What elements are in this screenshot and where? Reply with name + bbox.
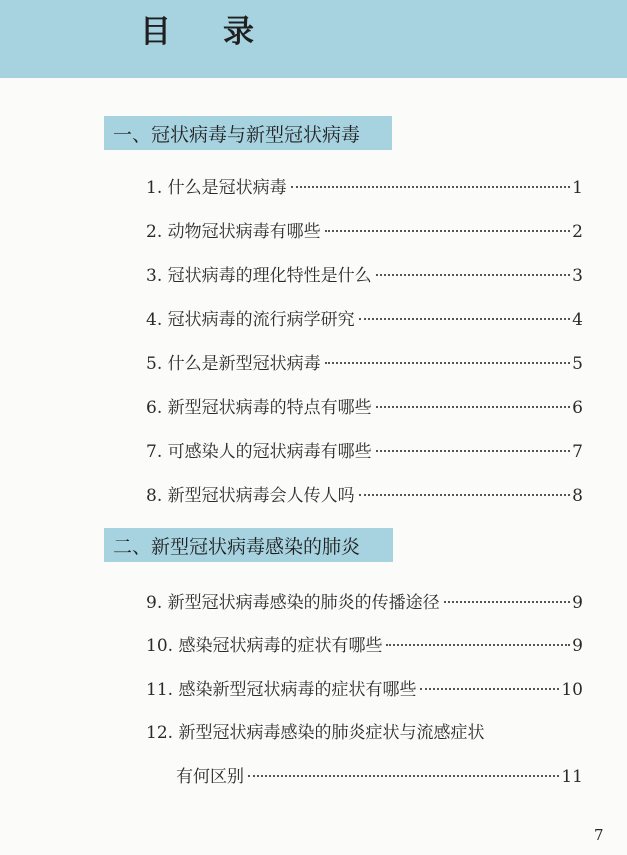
toc-entry-label: 11. 感染新型冠状病毒的症状有哪些	[146, 680, 417, 700]
toc-entry-page: 3	[572, 266, 583, 286]
toc-entry-label: 2. 动物冠状病毒有哪些	[146, 222, 321, 242]
header-band	[0, 0, 627, 78]
toc-entry-page: 9	[572, 636, 583, 656]
toc-entry-page: 2	[572, 222, 583, 242]
section-heading-1: 一、冠状病毒与新型冠状病毒	[104, 116, 392, 150]
toc-entry-label: 有何区别	[176, 767, 244, 787]
toc-entry-label: 4. 冠状病毒的流行病学研究	[146, 310, 355, 330]
toc-entry-page: 5	[572, 354, 583, 374]
toc-entry-1[interactable]	[146, 173, 583, 197]
page-title-char-2: 录	[223, 13, 254, 50]
toc-entry-page: 6	[572, 398, 583, 418]
toc-entry-5[interactable]	[146, 349, 583, 373]
toc-entry-page: 7	[572, 442, 583, 462]
toc-entry-3[interactable]	[146, 261, 583, 285]
toc-entry-page: 1	[572, 178, 583, 198]
toc-entry-page: 4	[572, 310, 583, 330]
toc-entry-page: 9	[572, 593, 583, 613]
toc-entry-8[interactable]	[146, 481, 583, 505]
toc-entry-11[interactable]	[146, 675, 583, 699]
toc-entry-label: 6. 新型冠状病毒的特点有哪些	[146, 398, 372, 418]
toc-entry-6[interactable]	[146, 393, 583, 417]
toc-entry-4[interactable]	[146, 305, 583, 329]
toc-entry-label: 1. 什么是冠状病毒	[146, 178, 287, 198]
toc-entry-2[interactable]	[146, 217, 583, 241]
toc-entry-page: 8	[572, 486, 583, 506]
toc-entry-label: 10. 感染冠状病毒的症状有哪些	[146, 636, 383, 656]
toc-entry-12-continuation[interactable]	[176, 762, 583, 786]
toc-entry-10[interactable]	[146, 631, 583, 655]
dot-leader	[359, 494, 571, 496]
toc-entry-9[interactable]	[146, 588, 583, 612]
toc-entry-12-first-line[interactable]: 12. 新型冠状病毒感染的肺炎症状与流感症状	[146, 723, 485, 743]
dot-leader	[291, 186, 571, 188]
toc-entry-label: 3. 冠状病毒的理化特性是什么	[146, 266, 372, 286]
dot-leader	[325, 230, 571, 232]
toc-entry-page: 10	[561, 680, 583, 700]
page-title	[140, 8, 254, 48]
dot-leader	[376, 274, 571, 276]
dot-leader	[325, 362, 571, 364]
dot-leader	[376, 406, 571, 408]
toc-entry-7[interactable]	[146, 437, 583, 461]
dot-leader	[359, 318, 571, 320]
dot-leader	[444, 601, 571, 603]
dot-leader	[248, 775, 559, 777]
toc-entry-label: 8. 新型冠状病毒会人传人吗	[146, 486, 355, 506]
section-heading-2: 二、新型冠状病毒感染的肺炎	[104, 528, 393, 562]
dot-leader	[376, 450, 571, 452]
toc-entry-page: 11	[561, 767, 583, 787]
dot-leader	[386, 644, 570, 646]
page-number: 7	[594, 826, 604, 844]
toc-entry-label: 5. 什么是新型冠状病毒	[146, 354, 321, 374]
dot-leader	[420, 688, 559, 690]
toc-entry-label: 7. 可感染人的冠状病毒有哪些	[146, 442, 372, 462]
page-title-char-1: 目	[140, 13, 171, 50]
toc-entry-label: 9. 新型冠状病毒感染的肺炎的传播途径	[146, 593, 440, 613]
